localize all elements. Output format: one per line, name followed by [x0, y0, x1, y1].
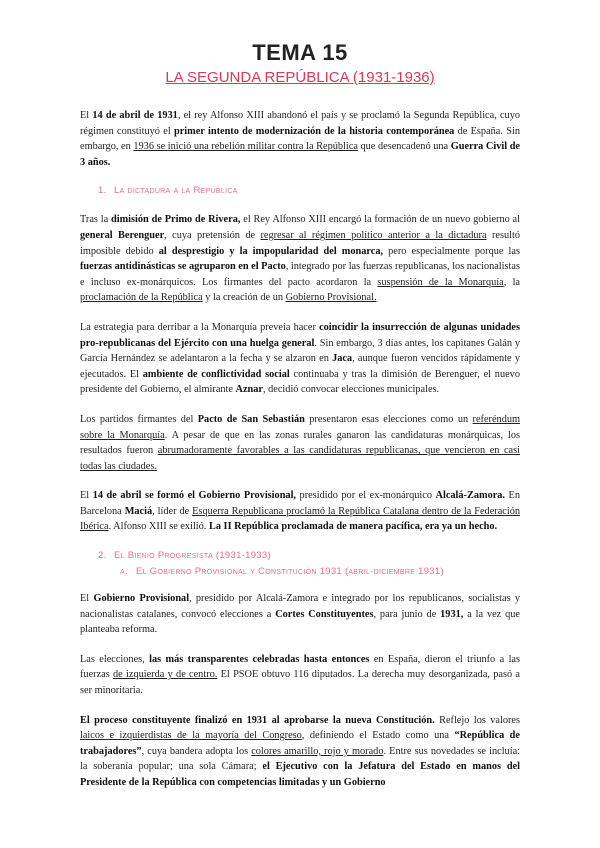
- text-run: . Sin embargo, 3 días antes, los capitanes Galán y García Hernández se adelantaron a la fecha y se alzaron en: [80, 337, 520, 365]
- text-run: , la: [503, 276, 521, 288]
- text-run: continuaba y tras la dimisión de Berenguer, el nuevo presidente del Gobierno, el almirante: [80, 368, 520, 396]
- bold-text: coincidir la insurrección de algunas unidades pro-republicanas del Ejército con una huelga general: [80, 321, 520, 349]
- text-run: presidido por el ex-monárquico: [296, 490, 436, 502]
- text-run: Los partidos firmantes del: [80, 413, 198, 425]
- bold-text: las más transparentes celebradas hasta entonces: [149, 653, 370, 665]
- text-run: Tras la: [80, 214, 112, 226]
- underlined-text: laicos e izquierdistas de la mayoría del Congreso: [80, 730, 302, 742]
- underlined-text: suspensión de la Monarquía: [377, 276, 504, 288]
- bold-text: La II República proclamada de manera pacífica, era ya un hecho.: [208, 521, 498, 533]
- subsection-heading-2a: a. El Gobierno Provisional y Constitución 1931 (abril-diciembre 1931): [120, 566, 444, 578]
- text-run: . A pesar de que en las zonas rurales ganaron las candidaturas monárquicas, los resultados fueron: [80, 429, 521, 457]
- bold-text: primer intento de modernización de la historia contemporánea: [173, 125, 455, 137]
- text-run: el Rey Alfonso XIII encargó la formación de un nuevo gobierno al: [240, 214, 520, 226]
- text-run: Las elecciones,: [80, 653, 150, 665]
- bold-text: Maciá: [124, 505, 153, 517]
- bold-text: 14 de abril se formó el Gobierno Provisional,: [92, 490, 297, 502]
- bold-text: Guerra Civil de 3 años.: [80, 141, 520, 168]
- bold-text: general Berenguer: [80, 229, 165, 241]
- section-heading-2: 2. El Bienio Progresista (1931-1933): [98, 550, 271, 562]
- text-run: , aunque fueron vencidos rápidamente y ejecutados. El: [80, 353, 520, 380]
- text-run: en España, dieron el triunfo a las fuerzas: [80, 653, 521, 681]
- text-run: y la creación de un: [202, 292, 286, 304]
- text-run: de España. Sin embargo, en: [80, 125, 520, 153]
- text-run: La estrategia para derribar a la Monarquía preveía hacer: [80, 321, 320, 333]
- text-run: presentaron esas elecciones como un: [304, 413, 473, 425]
- bold-text: el Ejecutivo con la Jefatura del Estado en manos del Presidente de la República con competencias limitadas y un Gobierno: [80, 761, 520, 788]
- text-run: . Entre sus novedades se incluía: la soberanía popular; una sola Cámara;: [80, 745, 520, 773]
- underlined-text: abrumadoramente favorables a las candidaturas republicanas, que vencieron en casi todas las ciudades.: [80, 445, 520, 472]
- underlined-text: regresar al régimen político anterior a la dictadura: [260, 229, 487, 241]
- bold-text: Alcalá-Zamora.: [435, 490, 506, 502]
- text-run: El PSOE obtuvo 116 diputados. La derecha muy desorganizada, pasó a ser minoritaria.: [80, 669, 520, 697]
- bold-text: El proceso constituyente finalizó en 1931 al aprobarse la nueva Constitución.: [80, 714, 435, 726]
- text-run: , decidió convocar elecciones municipales.: [263, 384, 440, 396]
- page-title: TEMA 15: [252, 40, 348, 65]
- text-run: , integrado por las fuerzas republicanas, los nacionalistas e incluso ex-monárquicos. Los firmantes del pacto acordaron la: [80, 261, 520, 288]
- text-run: , el rey Alfonso XIII abandonó el país y se proclamó la Segunda República, cuyo régimen constituyó el: [80, 110, 520, 137]
- text-run: , cuya bandera adopta los: [141, 745, 252, 757]
- bold-text: Cortes Constituyentes: [275, 608, 374, 620]
- section2-paragraph-3: [80, 713, 520, 791]
- bold-text: 1931,: [440, 608, 464, 620]
- section1-paragraph-3: [80, 412, 520, 474]
- section2-paragraph-1: [80, 591, 520, 638]
- underlined-text: de izquierda y de centro.: [113, 669, 218, 681]
- underlined-text: 1936 se inició una rebelión militar contra la República: [133, 141, 358, 153]
- bold-text: Aznar: [235, 384, 263, 396]
- bold-text: “República de trabajadores”: [80, 730, 520, 757]
- bold-text: Pacto de San Sebastián: [197, 413, 305, 425]
- bold-text: 14 de abril de 1931: [92, 110, 178, 121]
- text-run: En Barcelona: [80, 490, 520, 517]
- text-run: El: [80, 593, 94, 605]
- text-run: El: [80, 490, 93, 502]
- intro-paragraph: [80, 108, 520, 170]
- section-heading-1: 1. La dictadura a la República: [98, 185, 238, 197]
- section1-paragraph-1: [80, 212, 520, 306]
- bold-text: dimisión de Primo de Rivera,: [111, 214, 241, 226]
- bold-text: Gobierno Provisional: [93, 593, 190, 605]
- page-subtitle: LA SEGUNDA REPÚBLICA (1931-1936): [165, 69, 435, 86]
- text-run: resultó imposible debido: [80, 229, 521, 257]
- text-run: , líder de: [152, 505, 193, 517]
- text-run: a la vez que planteaba reforma.: [80, 608, 520, 636]
- text-run: , para junio de: [373, 608, 441, 620]
- section2-paragraph-2: [80, 652, 520, 699]
- underlined-text: Gobierno Provisional.: [285, 292, 377, 304]
- text-run: que desencadenó una: [357, 141, 451, 153]
- underlined-text: proclamación de la República: [80, 292, 203, 304]
- bold-text: al desprestigio y la impopularidad del monarca,: [158, 245, 384, 257]
- bold-text: fuerzas antidinásticas se agruparon en el Pacto: [80, 261, 286, 273]
- bold-text: ambiente de conflictividad social: [142, 368, 290, 380]
- bold-text: Jaca: [332, 353, 353, 365]
- text-run: pero especialmente porque las: [383, 245, 520, 257]
- section1-paragraph-2: [80, 320, 520, 398]
- section1-paragraph-4: [80, 488, 520, 535]
- text-run: , definiendo el Estado como una: [301, 730, 455, 742]
- text-run: , cuya pretensión de: [164, 229, 261, 241]
- text-run: . Alfonso XIII se exilió.: [108, 521, 209, 533]
- text-run: El: [80, 110, 93, 121]
- text-run: , presidido por Alcalá-Zamora e integrado por los republicanos, socialistas y nacionalistas catalanes, convocó elecciones a: [80, 593, 521, 620]
- underlined-text: referéndum sobre la Monarquía: [80, 413, 520, 441]
- text-run: Reflejo los valores: [434, 714, 521, 726]
- underlined-text: Esquerra Republicana proclamó la República Catalana dentro de la Federación Ibérica: [80, 505, 520, 533]
- underlined-text: colores amarillo, rojo y morado: [251, 745, 384, 757]
